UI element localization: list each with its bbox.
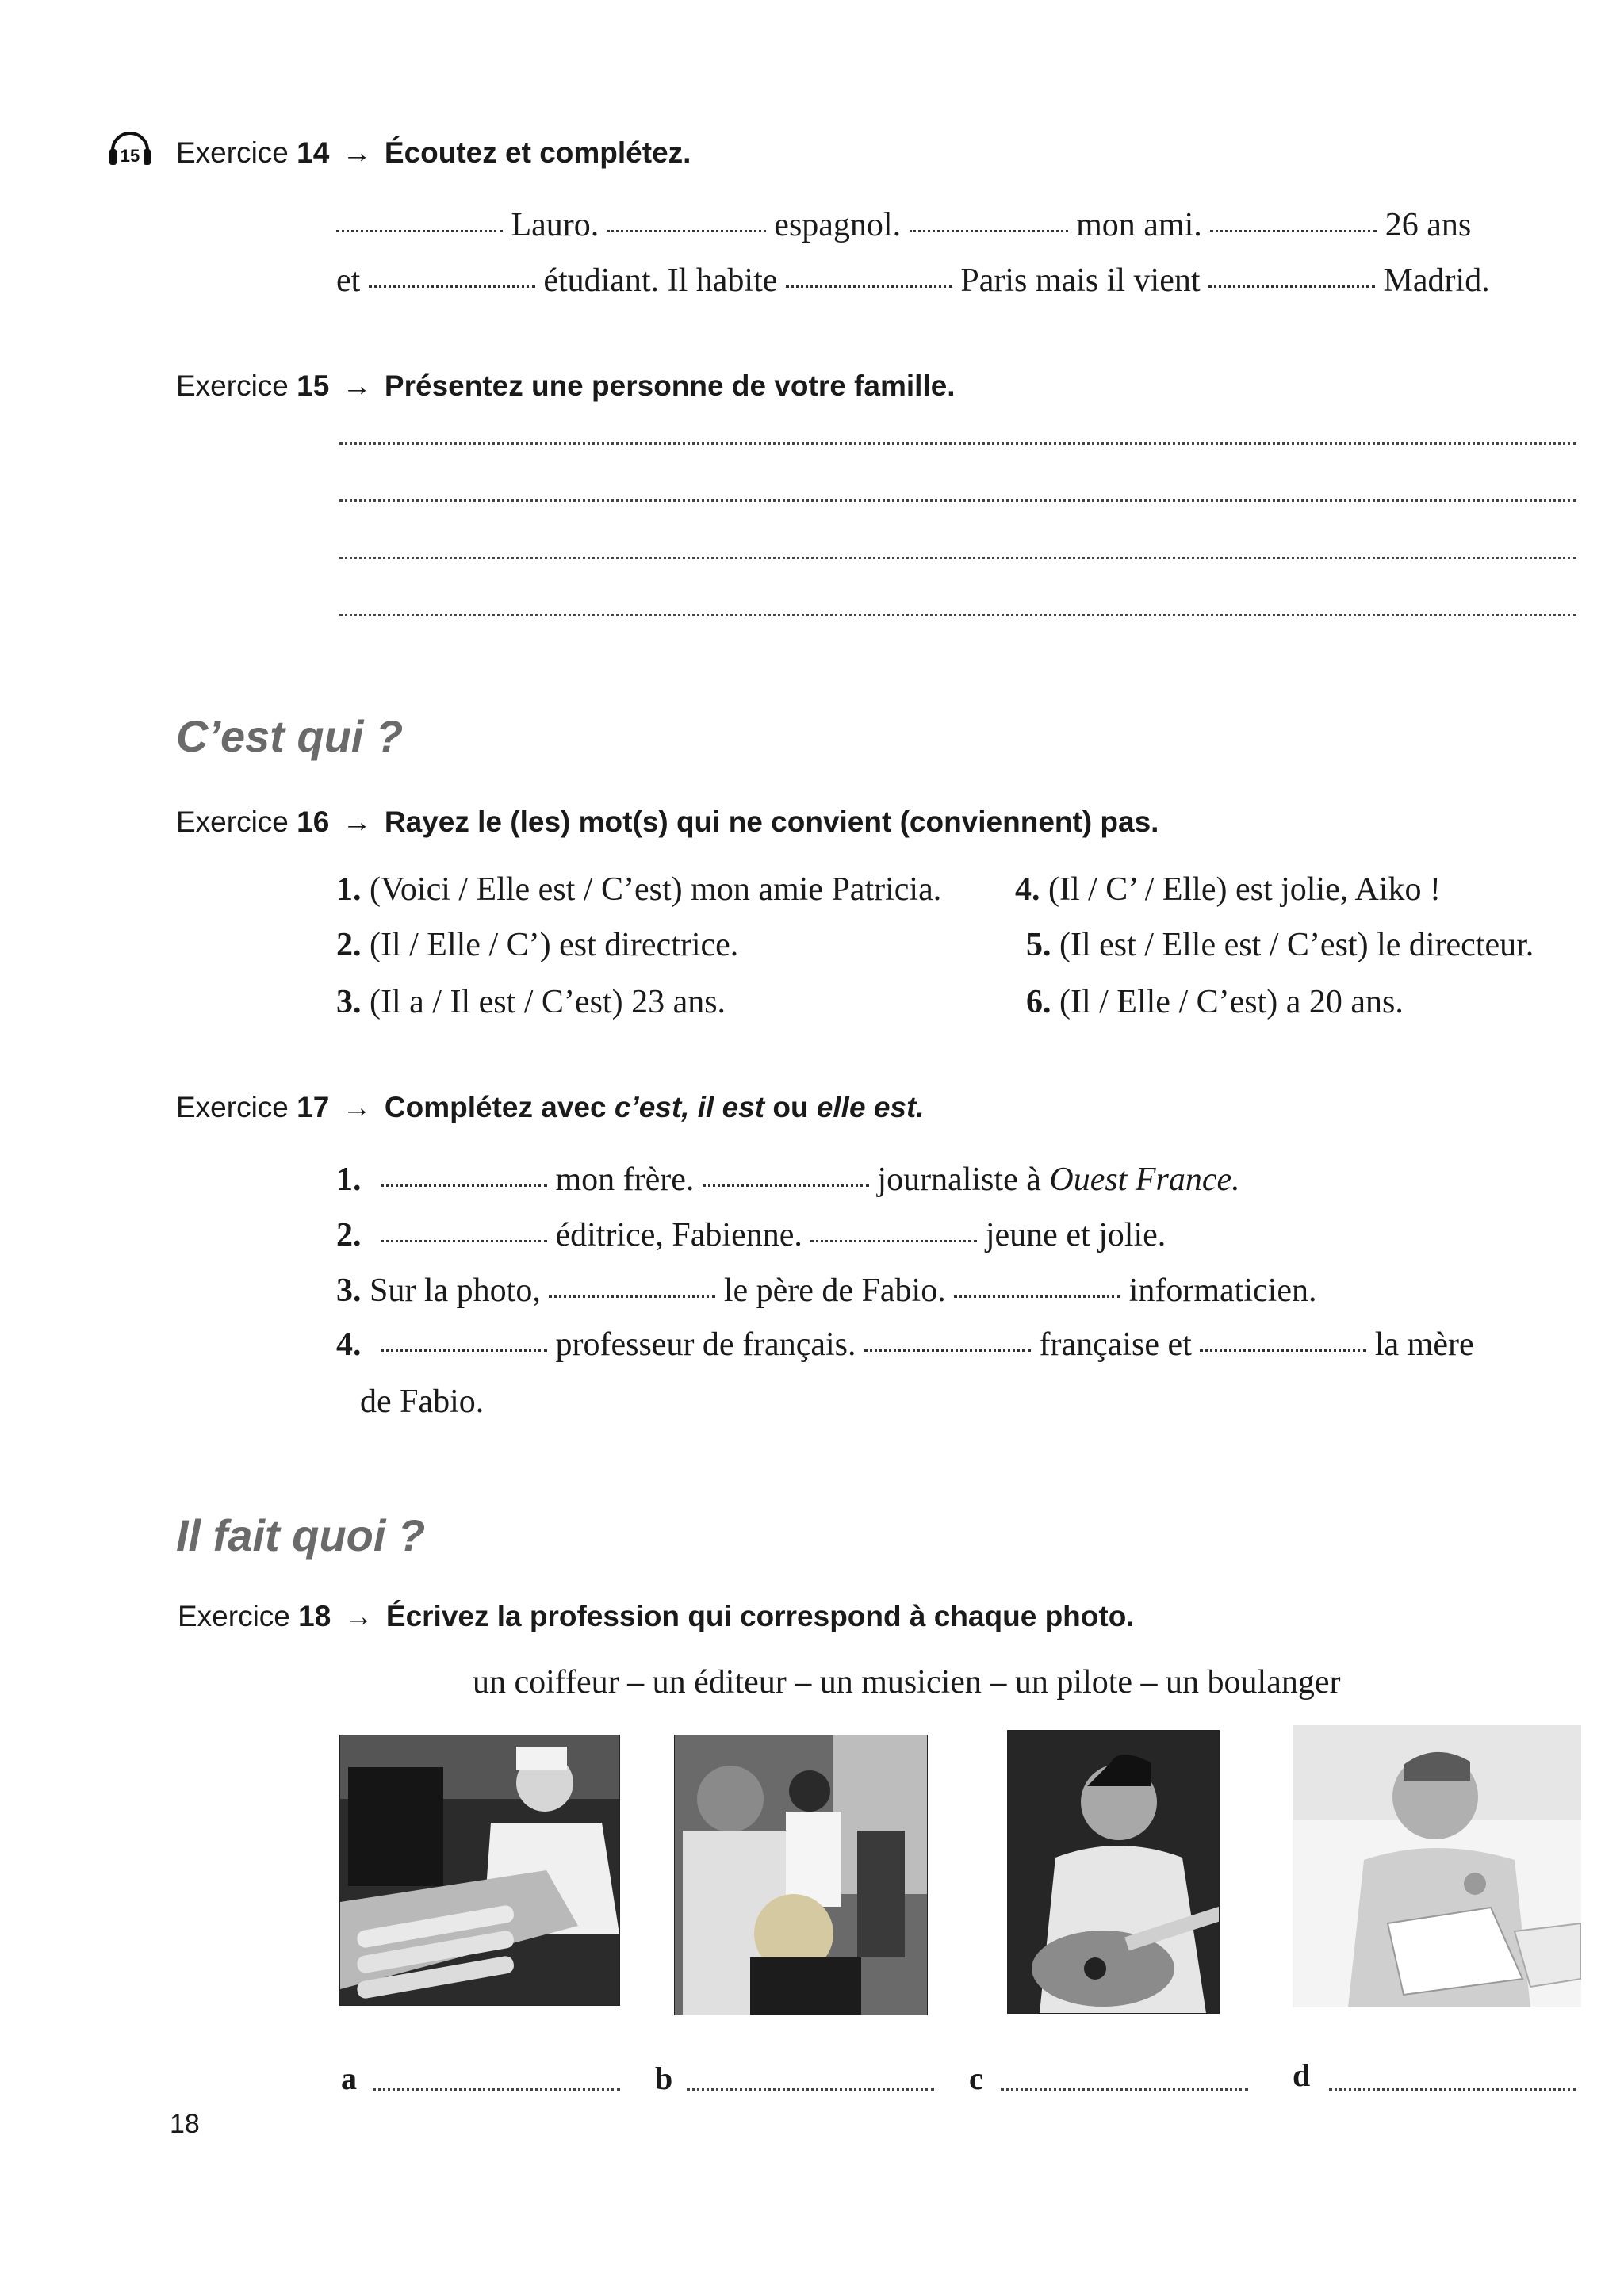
answer-line-d[interactable]: [1329, 2088, 1576, 2091]
answer-line-b[interactable]: [687, 2088, 934, 2091]
blank[interactable]: [381, 1349, 547, 1352]
exercise-17-line-1: 1. mon frère. journaliste à Ouest France.: [336, 1161, 1240, 1198]
exercise-17-line-3: 3. Sur la photo, le père de Fabio. informaticien.: [336, 1272, 1317, 1309]
answer-label-b: b: [655, 2061, 673, 2096]
exercise-14-line-1: Lauro. espagnol. mon ami. 26 ans: [336, 206, 1581, 244]
blank[interactable]: [1200, 1349, 1366, 1352]
photo-man-reading: [1293, 1725, 1581, 2007]
writing-line[interactable]: [339, 442, 1576, 445]
blank[interactable]: [369, 285, 535, 288]
blank[interactable]: [1208, 285, 1375, 288]
svg-text:15: 15: [120, 146, 140, 166]
blank[interactable]: [910, 230, 1068, 232]
exercise-15-heading: Exercice 15 → Présentez une personne de votre famille.: [176, 369, 956, 402]
blank[interactable]: [549, 1295, 715, 1298]
blank[interactable]: [864, 1349, 1031, 1352]
writing-line[interactable]: [339, 499, 1576, 502]
writing-line[interactable]: [339, 614, 1576, 616]
word-bank: un coiffeur – un éditeur – un musicien – un pilote – un boulanger: [473, 1664, 1341, 1701]
photo-baker: [339, 1735, 620, 2006]
photo-guitarist: [1007, 1730, 1220, 2014]
exercise-18-heading: Exercice 18 → Écrivez la profession qui correspond à chaque photo.: [178, 1600, 1135, 1632]
blank[interactable]: [786, 285, 952, 288]
blank[interactable]: [954, 1295, 1120, 1298]
exercise-16-item-2[interactable]: 2. (Il / Elle / C’) est directrice.: [336, 927, 739, 963]
answer-label-d: d: [1293, 2057, 1311, 2093]
exercise-16-item-6[interactable]: 6. (Il / Elle / C’est) a 20 ans.: [1026, 984, 1404, 1020]
section-title: Il fait quoi ?: [176, 1510, 426, 1560]
blank[interactable]: [1210, 230, 1377, 232]
writing-line[interactable]: [339, 557, 1576, 559]
blank[interactable]: [336, 230, 503, 232]
exercise-14-line-2: et étudiant. Il habite Paris mais il vient Madrid.: [336, 262, 1490, 299]
photo-hair-salon: [674, 1735, 928, 2015]
answer-label-a: a: [341, 2061, 357, 2096]
headphones-icon: [106, 124, 154, 171]
blank[interactable]: [381, 1240, 547, 1242]
blank[interactable]: [381, 1184, 547, 1187]
answer-line-c[interactable]: [1001, 2088, 1248, 2091]
exercise-17-line-2: 2. éditrice, Fabienne. jeune et jolie.: [336, 1217, 1166, 1253]
exercise-17-line-5: de Fabio.: [360, 1383, 485, 1420]
blank[interactable]: [810, 1240, 977, 1242]
page-number: 18: [170, 2109, 200, 2139]
exercise-16-item-3[interactable]: 3. (Il a / Il est / C’est) 23 ans.: [336, 984, 726, 1020]
blank[interactable]: [703, 1184, 869, 1187]
audio-track-icon[interactable]: [106, 124, 154, 171]
exercise-17-heading: Exercice 17 → Complétez avec c’est, il est ou elle est.: [176, 1091, 925, 1123]
answer-line-a[interactable]: [373, 2088, 620, 2091]
exercise-14-heading: Exercice 14 → Écoutez et complétez.: [176, 136, 691, 169]
section-title: C’est qui ?: [176, 711, 404, 761]
answer-label-c: c: [969, 2061, 983, 2096]
exercise-16-heading: Exercice 16 → Rayez le (les) mot(s) qui ne convient (conviennent) pas.: [176, 806, 1159, 838]
blank[interactable]: [607, 230, 766, 232]
exercise-16-item-4[interactable]: 4. (Il / C’ / Elle) est jolie, Aiko !: [1015, 871, 1441, 908]
exercise-16-item-1[interactable]: 1. (Voici / Elle est / C’est) mon amie Patricia.: [336, 871, 942, 908]
exercise-16-item-5[interactable]: 5. (Il est / Elle est / C’est) le directeur.: [1026, 927, 1534, 963]
exercise-17-line-4: 4. professeur de français. française et la mère: [336, 1326, 1474, 1363]
